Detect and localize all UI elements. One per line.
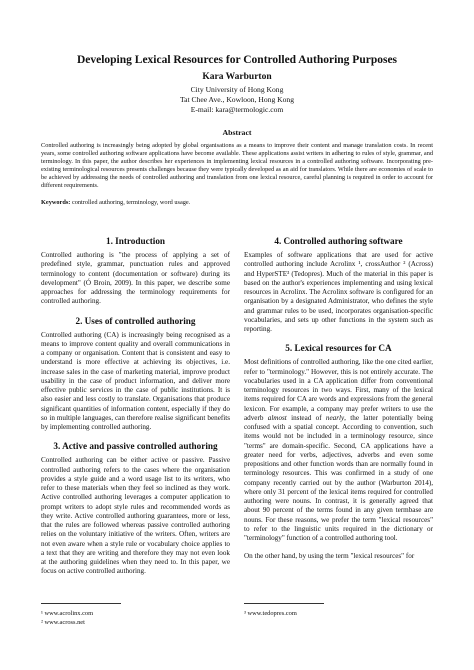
section-text-uses: Controlled authoring (CA) is increasingly being recognised as a means to improve content quality and overall communications in a company or organisation. Content that is consistent and easy to understand is more effective at achieving its objectives, i.e. increase sales in the case of marketing material, improve product usability in the case of product information, and deliver more effective public services in the case of public institutions. It is also easier and less costly to translate. Organisations that produce significant quantities of information content, especially if they do so in multiple languages, can therefore realise significant benefits by implementing controlled authoring. [41,330,230,431]
abstract-text: Controlled authoring is increasingly being adopted by global organisations as a means to improve their content and manage translation costs. In recent years, some controlled authoring software applications have become available. These applications assist writers in adhering to rules of style, grammar, and terminology. In this paper, the author describes her experiences in implementing lexical resources in a controlled authoring software. Incorporating pre-existing terminological resources presents challenges because they were typically developed as an aid for translators. While there are economies of scale to be achieved by addressing the needs of controlled authoring and translation from one lexical resource, careful planning is required in order to account for different requirements. [41,142,433,190]
keywords-label: Keywords: [41,199,71,206]
right-column [244,236,433,562]
section-heading-software: 4. Controlled authoring software [274,236,403,246]
footnote-2: ² www.across.net [41,619,85,626]
affiliation-university: City University of Hong Kong [190,85,284,94]
keywords [41,199,433,207]
author-name: Kara Warburton [202,72,272,82]
abstract-heading: Abstract [222,128,252,137]
section-text-introduction: Controlled authoring is "the process of applying a set of predefined style, grammar, punctuation rules and approved terminology to content (documentation or software) during its development" (Ó Broin, 2009). In this paper, we describe some approaches for addressing the terminology requirements for controlled authoring. [41,251,230,306]
left-column [41,236,230,577]
affiliation-address: Tat Chee Ave., Kowloon, Hong Kong [179,95,295,104]
section-heading-uses: 2. Uses of controlled authoring [75,315,196,326]
section-text-software: Examples of software applications that are used for active controlled authoring include Acrolinx ¹, crossAuthor ² (Across) and HyperSTE³ (Tedopres). Much of the material in this paper is based on the author's experiences implementing and using lexical resources in Acrolinx. The Acrolinx software is configured for an organisation by a designated Administrator, who defines the style and grammar rules to be used, incorporates organisation-specific vocabularies, and sets up other functions in the system such as reporting. [244,251,433,333]
footnote-3: ³ www.tedopres.com [244,610,297,617]
keywords-text: controlled authoring, terminology, word usage. [70,199,191,206]
paper-title: Developing Lexical Resources for Controlled Authoring Purposes [76,54,398,66]
footnote-rule-left [41,603,121,604]
section-heading-lexical-resources: 5. Lexical resources for CA [285,343,392,354]
affiliation-email: E-mail: kara@termologic.com [190,105,284,114]
section-heading-introduction: 1. Introduction [105,236,166,246]
section-heading-active-passive: 3. Active and passive controlled authoring [53,441,218,452]
section-text-active-passive: Controlled authoring can be either active or passive. Passive controlled authoring refers to the cases where the organisation provides a style guide and a word usage list to its writers, who refer to these materials when they feel so inclined as they work. Active controlled authoring leverages a computer application to prompt writers to adopt style rules and recommended words as they write. Active controlled authoring guarantees, more or less, that the rules are followed whereas passive controlled authoring relies on the voluntary initiative of the writers. Often, writers are not even aware when a style rule or vocabulary choice applies to a text that they are writing and therefore they may not even look at the authoring guidelines when they need to. In this paper, we focus on active controlled authoring. [41,456,230,576]
footnote-1: ¹ www.acrolinx.com [41,610,94,617]
section-text-lexical-resources-continued: On the other hand, by using the term "lexical resources" for [244,552,415,561]
section-text-lexical-resources: Most definitions of controlled authoring, like the one cited earlier, refer to "terminology." However, this is not entirely accurate. The vocabularies used in a CA application differ from conventional terminology resources in two ways. First, many of the lexical items required for CA are words and expressions from the general lexicon. For example, a company may prefer writers to use the adverb almost instead of nearly, the latter potentially being confused with a spatial concept. According to convention, such items would not be included in a terminology resource, since "terms" are domain-specific. Second, CA applications have a greater need for verbs, adjectives, adverbs and even some prepositions and other function words than are normally found in terminology resources. This was confirmed in a study of one company recently carried out by the author (Warburton 2014), where only 31 percent of the lexical items required for controlled authoring were nouns. In contrast, it is generally agreed that about 90 percent of the terms found in any given termbase are nouns. For these reasons, we prefer the term "lexical resources" to refer to the linguistic units required in the dictionary or "terminology" function of a controlled authoring tool. [244,358,434,542]
footnote-rule-right [244,603,324,604]
